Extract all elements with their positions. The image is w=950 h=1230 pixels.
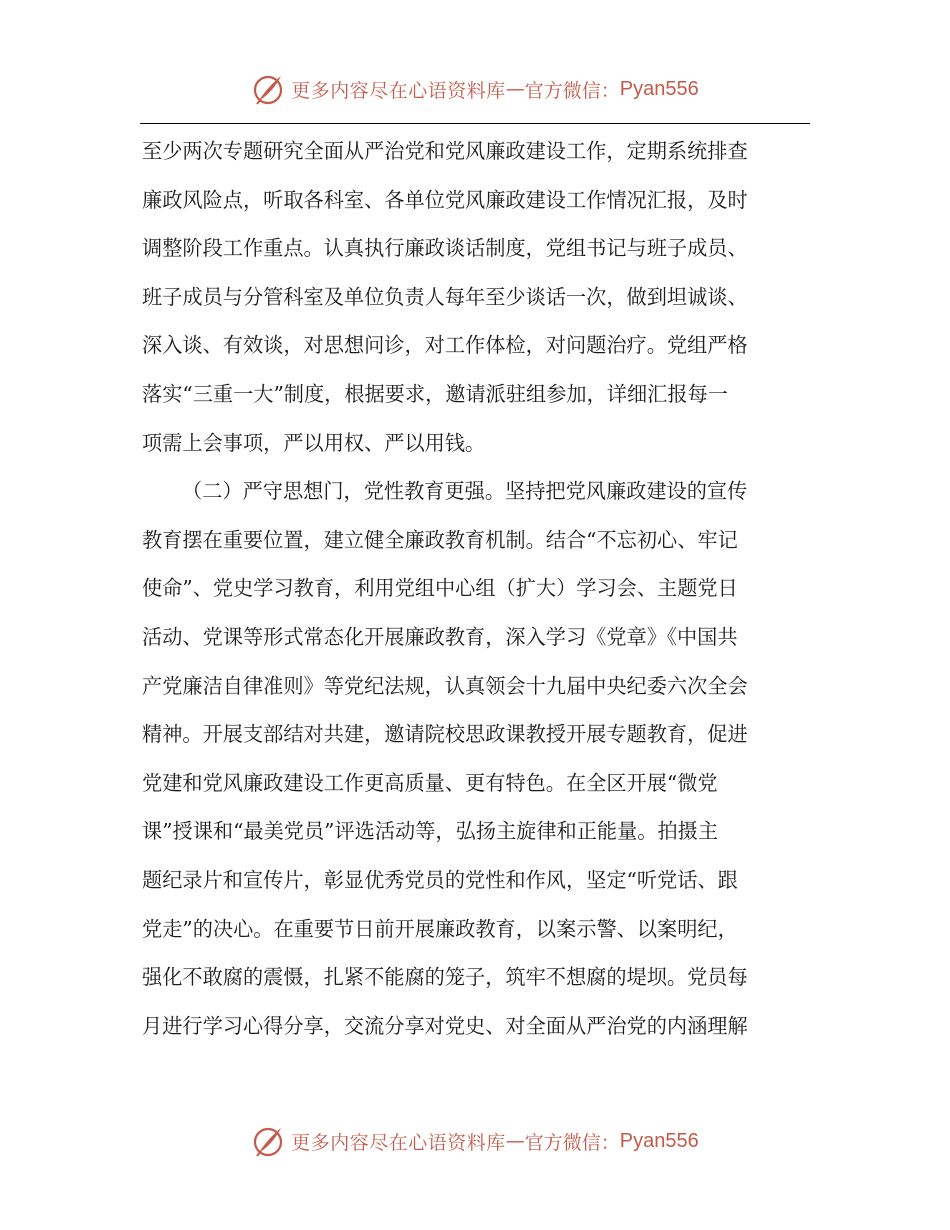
text-line: 强化不敢腐的震慑，扎紧不能腐的笼子，筑牢不想腐的堤坝。党员每 bbox=[142, 965, 748, 990]
feather-pen-logo-icon bbox=[251, 72, 285, 106]
banner-contact-label: 官方微信： bbox=[524, 1131, 620, 1154]
section-heading-line: （二）严守思想门，党性教育更强。坚持把党风廉政建设的宣传 bbox=[182, 479, 748, 504]
text-line: 产党廉洁自律准则》等党纪法规，认真领会十九届中央纪委六次全会 bbox=[142, 673, 748, 698]
banner-contact-id: Pyan556 bbox=[619, 1129, 699, 1152]
banner-contact-label: 官方微信： bbox=[524, 79, 620, 102]
feather-pen-logo-icon bbox=[251, 1124, 285, 1158]
text-line: 至少两次专题研究全面从严治党和党风廉政建设工作，定期系统排查 bbox=[142, 139, 748, 163]
text-line: 班子成员与分管科室及单位负责人每年至少谈话一次，做到坦诚谈、 bbox=[142, 284, 748, 309]
banner-separator: — bbox=[505, 78, 525, 100]
text-line: 题纪录片和宣传片，彰显优秀党员的党性和作风，坚定“听党话、跟 bbox=[142, 867, 738, 892]
text-line: 教育摆在重要位置，建立健全廉政教育机制。结合“不忘初心、牢记 bbox=[142, 527, 738, 552]
text-line: 调整阶段工作重点。认真执行廉政谈话制度，党组书记与班子成员、 bbox=[142, 236, 748, 261]
document-body bbox=[142, 127, 802, 1050]
text-line: 深入谈、有效谈，对思想问诊，对工作体检，对问题治疗。党组严格 bbox=[142, 333, 748, 358]
text-line: 党建和党风廉政建设工作更高质量、更有特色。在全区开展“微党 bbox=[142, 770, 718, 795]
banner-separator: — bbox=[505, 1130, 525, 1152]
text-line: 使命”、党史学习教育，利用党组中心组（扩大）学习会、主题党日 bbox=[142, 576, 738, 601]
banner-text: 更多内容尽在心语资料库 bbox=[291, 79, 506, 102]
header-divider bbox=[140, 123, 810, 124]
header-banner bbox=[0, 67, 950, 111]
text-line: 党走”的决心。在重要节日前开展廉政教育，以案示警、以案明纪， bbox=[142, 916, 738, 941]
banner-contact-id: Pyan556 bbox=[619, 77, 699, 100]
footer-banner bbox=[0, 1119, 950, 1163]
text-line: 廉政风险点，听取各科室、各单位党风廉政建设工作情况汇报，及时 bbox=[142, 187, 748, 212]
text-line: 精神。开展支部结对共建，邀请院校思政课教授开展专题教育，促进 bbox=[142, 722, 748, 747]
text-line: 落实“三重一大”制度，根据要求，邀请派驻组参加，详细汇报每一 bbox=[142, 381, 728, 406]
text-line: 活动、党课等形式常态化开展廉政教育，深入学习《党章》《中国共 bbox=[142, 624, 738, 649]
text-line: 项需上会事项，严以用权、严以用钱。 bbox=[142, 430, 486, 455]
banner-text: 更多内容尽在心语资料库 bbox=[291, 1131, 506, 1154]
text-line: 月进行学习心得分享，交流分享对党史、对全面从严治党的内涵理解 bbox=[142, 1013, 748, 1038]
text-line: 课”授课和“最美党员”评选活动等，弘扬主旋律和正能量。拍摄主 bbox=[142, 819, 719, 844]
